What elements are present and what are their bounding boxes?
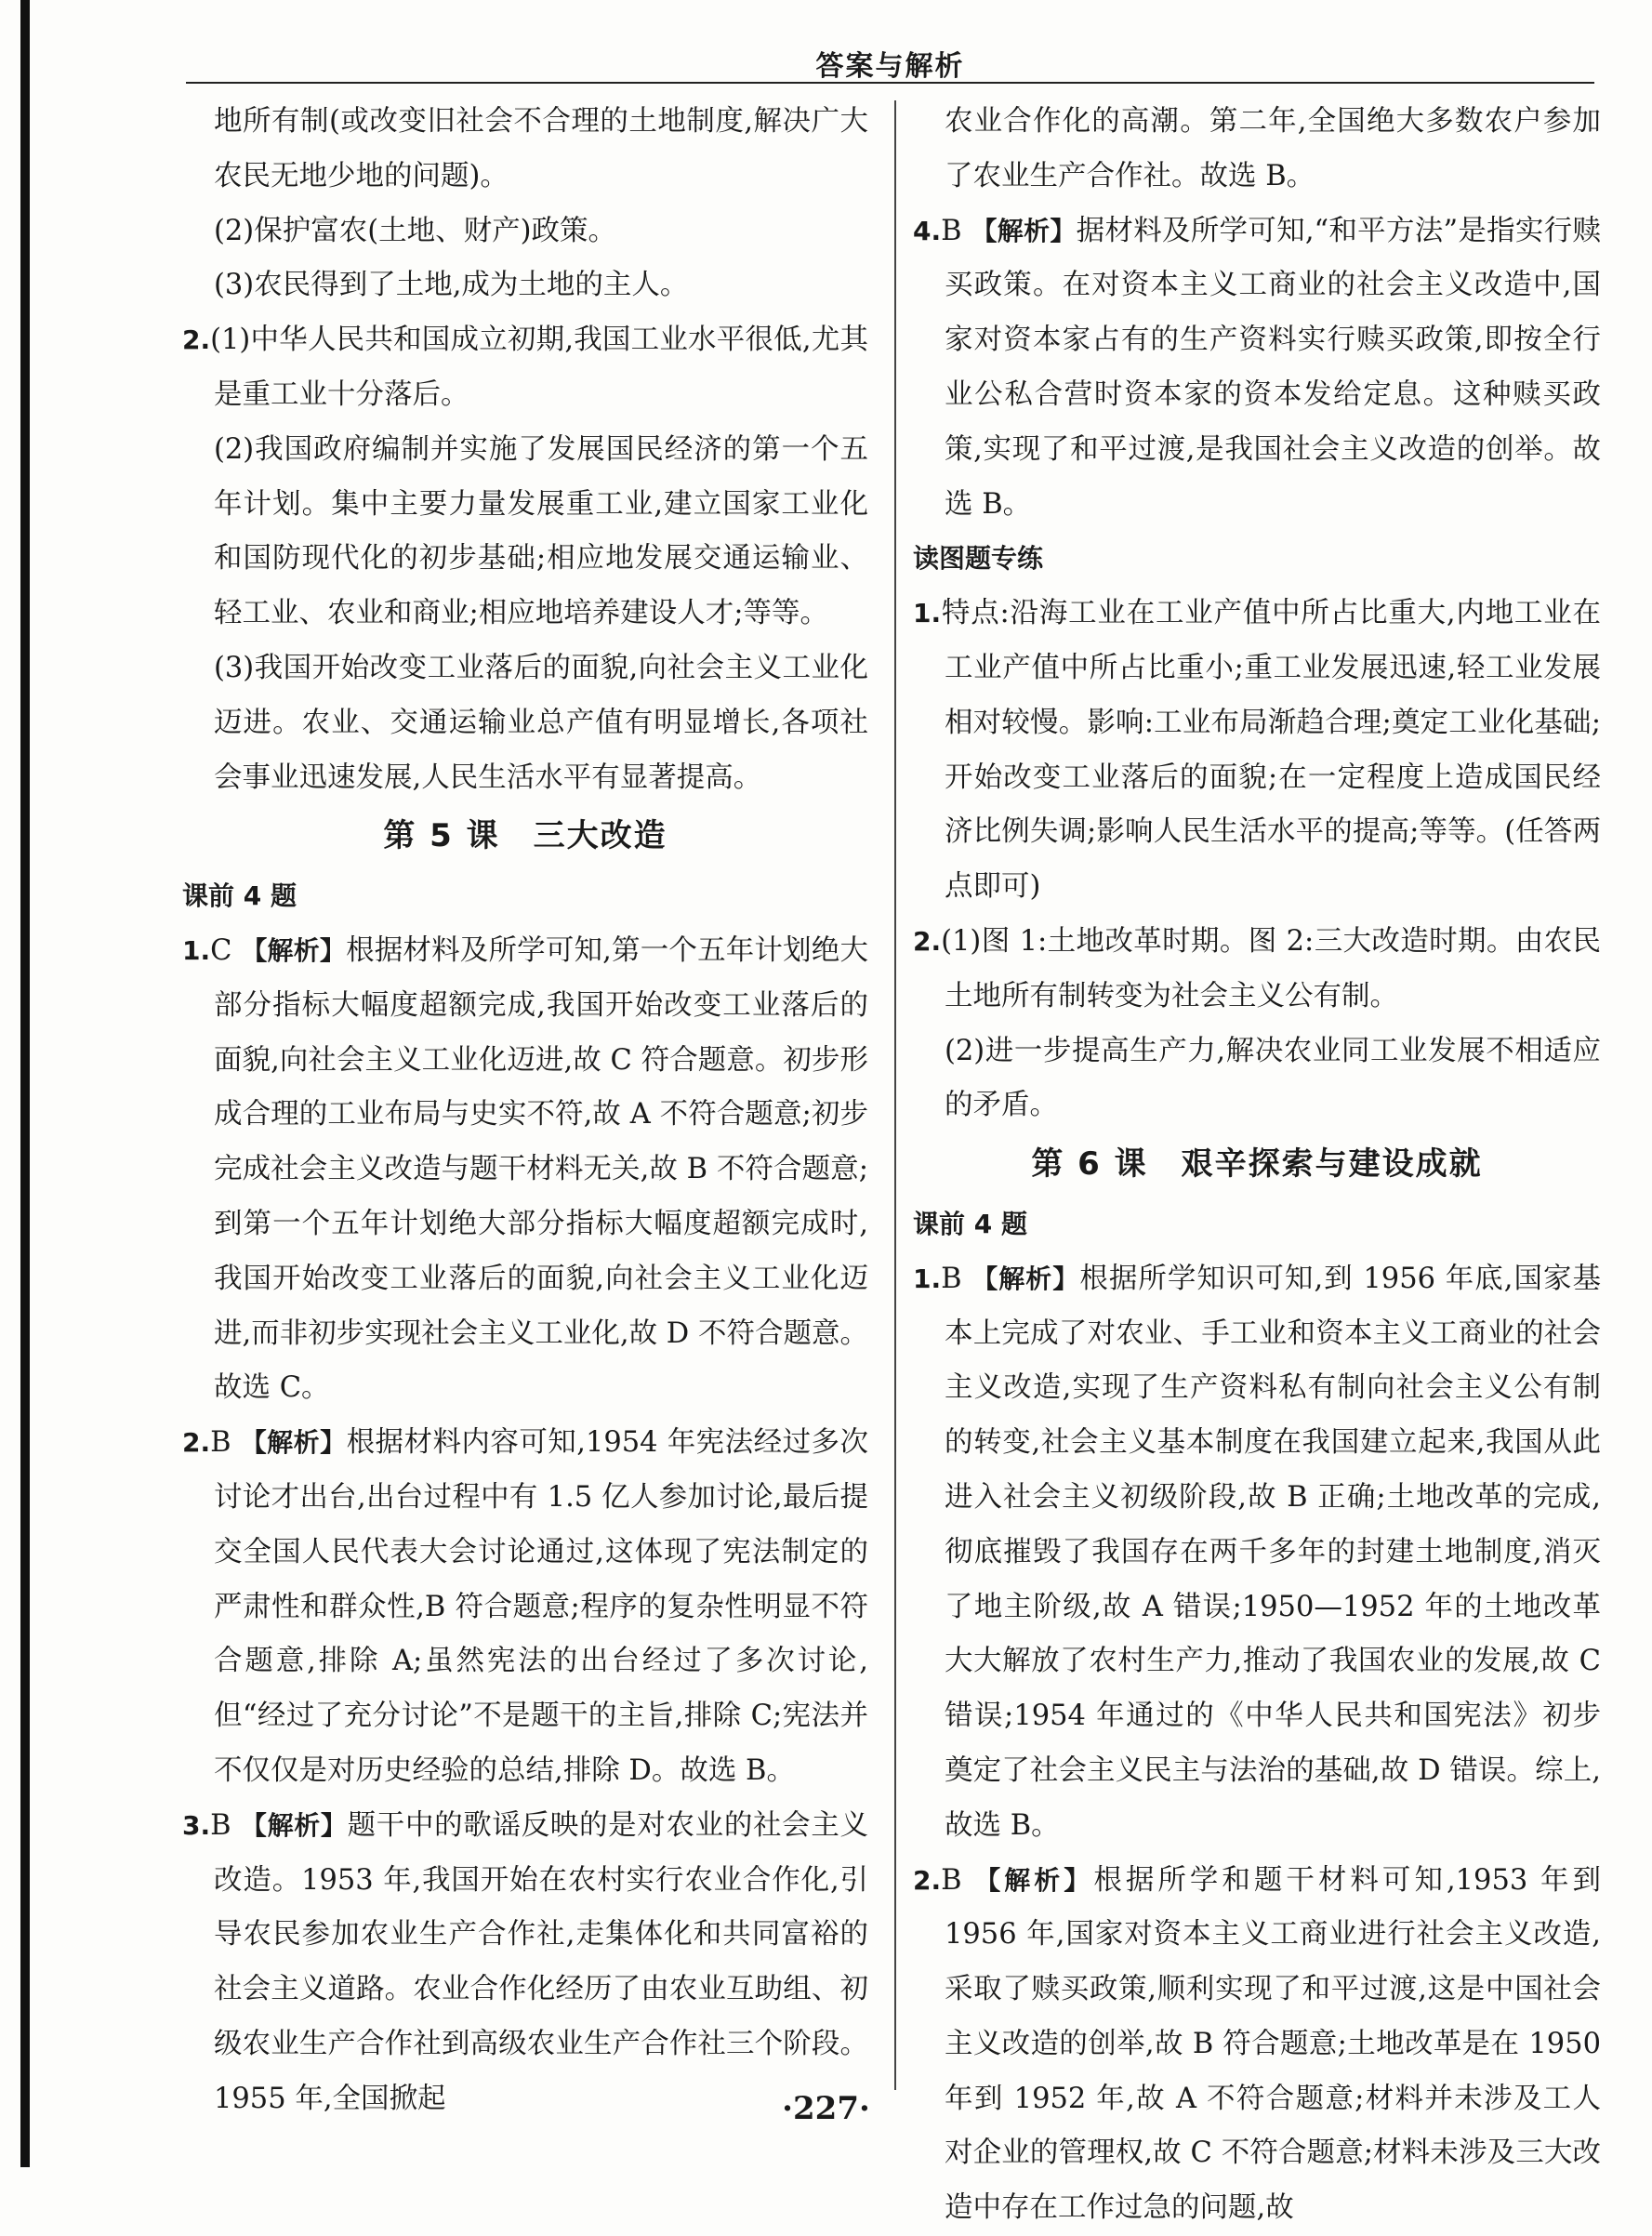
analysis-tag: 【解析】 [971,1264,1079,1294]
lesson6-answer-1 [913,1252,1601,1854]
map-answer-1-text: 特点:沿海工业在工业产值中所占比重大,内地工业在工业产值中所占比重小;重工业发展迅速,轻工业发展相对较慢。影响:工业布局渐趋合理;奠定工业化基础;开始改变工业落后的面貌;在一定程度上造成国民经济比例失调;影响人民生活水平的提高;等等。(任答两点即可) [941,597,1601,903]
map-answer-2-part-1: (1)图 1:土地改革时期。图 2:三大改造时期。由农民土地所有制转变为社会主义公有制。 [941,925,1601,1012]
lesson5-answer-3-number: 3. [182,1810,210,1841]
map-answer-2-number: 2. [913,926,941,957]
column-divider [894,100,896,2090]
lesson5-answer-4 [913,205,1601,533]
analysis-tag: 【解析】 [974,1865,1093,1896]
lesson6-answer-2-number: 2. [913,1865,941,1896]
lesson5-answer-1 [182,924,868,1416]
lesson5-answer-2-text: 根据材料内容可知,1954 年宪法经过多次讨论才出台,出台过程中有 1.5 亿人参加讨论,最后提交全国人民代表大会讨论通过,这体现了宪法制定的严肃性和群众性,B 符合题意;程序的复杂性明显不符合题意,排除 A;虽然宪法的出台经过了多次讨论,但“经过了充分讨论”不是题干的主旨,排除 C;宪法并不仅仅是对历史经验的总结,排除 D。故选 B。 [214,1426,868,1787]
lesson5-answer-3-continued: 农业合作化的高潮。第二年,全国绝大多数农户参加了农业生产合作社。故选 B。 [913,95,1601,205]
left-intro-1: 地所有制(或改变旧社会不合理的土地制度,解决广大农民无地少地的问题)。 [182,95,868,205]
lesson-5-title: 第 5 课 三大改造 [182,809,868,864]
map-answer-1 [913,587,1601,915]
section-pre-class-4: 课前 4 题 [182,869,868,924]
map-answer-2-part-2: (2)进一步提高生产力,解决农业同工业发展不相适应的矛盾。 [913,1025,1601,1134]
analysis-tag: 【解析】 [241,935,346,966]
lesson5-answer-4-choice: B [941,215,961,247]
lesson5-answer-1-text: 根据材料及所学可知,第一个五年计划绝大部分指标大幅度超额完成,我国开始改变工业落后的面貌,向社会主义工业化迈进,故 C 符合题意。初步形成合理的工业布局与史实不符,故 A 不符合题意;初步完成社会主义改造与题干材料无关,故 B 不符合题意;到第一个五年计划绝大部分指标大幅度超额完成时,我国开始改变工业落后的面貌,向社会主义工业化迈进,而非初步实现社会主义工业化,故 D 不符合题意。故选 C。 [214,934,868,1404]
lesson6-answer-2-choice: B [941,1864,961,1897]
answer-2 [182,313,868,423]
lesson5-answer-2-choice: B [210,1426,231,1459]
section-map-reading: 读图题专练 [913,532,1601,587]
answer-2-part-3: (3)我国开始改变工业落后的面貌,向社会主义工业化迈进。农业、交通运输业总产值有明显增长,各项社会事业迅速发展,人民生活水平有显著提高。 [182,642,868,805]
analysis-tag: 【解析】 [241,1810,348,1841]
lesson6-answer-1-choice: B [941,1263,961,1295]
lesson6-answer-1-number: 1. [913,1264,941,1294]
answer-2-part-1: (1)中华人民共和国成立初期,我国工业水平很低,尤其是重工业十分落后。 [210,324,868,411]
binding-edge [20,0,30,2167]
left-column [182,95,868,2126]
left-intro-3: (3)农民得到了土地,成为土地的主人。 [182,258,868,313]
lesson5-answer-3-text: 题干中的歌谣反映的是对农业的社会主义改造。1953 年,我国开始在农村实行农业合作化,引导农民参加农业生产合作社,走集体化和共同富裕的社会主义道路。农业合作化经历了由农业互助组、初级农业生产合作社到高级农业生产合作社三个阶段。1955 年,全国掀起 [214,1809,868,2115]
page-number: ·227· [0,2090,1652,2127]
lesson5-answer-4-number: 4. [913,216,941,246]
right-column [913,95,1601,2236]
section-pre-class-4-b: 课前 4 题 [913,1197,1601,1252]
lesson5-answer-1-number: 1. [182,935,210,966]
lesson6-answer-2-text: 根据所学和题干材料可知,1953 年到 1956 年,国家对资本主义工商业进行社会主义改造,采取了赎买政策,顺利实现了和平过渡,这是中国社会主义改造的创举,故 B 符合题意;土地改革是在 1950 年到 1952 年,故 A 不符合题意;材料并未涉及工人对企业的管理权,故 C 不符合题意;材料未涉及三大改造中存在工作过急的问题,故 [945,1864,1601,2225]
analysis-tag: 【解析】 [241,1427,347,1458]
answer-2-number: 2. [182,324,210,355]
lesson5-answer-4-text: 据材料及所学可知,“和平方法”是指实行赎买政策。在对资本主义工商业的社会主义改造中,国家对资本家占有的生产资料实行赎买政策,即按全行业公私合营时资本家的资本发给定息。这种赎买政策,实现了和平过渡,是我国社会主义改造的创举。故选 B。 [945,215,1601,521]
lesson5-answer-2 [182,1416,868,1799]
lesson6-answer-2 [913,1854,1601,2236]
answer-2-part-2: (2)我国政府编制并实施了发展国民经济的第一个五年计划。集中主要力量发展重工业,建立国家工业化和国防现代化的初步基础;相应地发展交通运输业、轻工业、农业和商业;相应地培养建设人才;等等。 [182,423,868,642]
analysis-tag: 【解析】 [971,216,1077,246]
lesson6-answer-1-text: 根据所学知识可知,到 1956 年底,国家基本上完成了对农业、手工业和资本主义工商业的社会主义改造,实现了生产资料私有制向社会主义公有制的转变,社会主义基本制度在我国建立起来,我国从此进入社会主义初级阶段,故 B 正确;土地改革的完成,彻底摧毁了我国存在两千多年的封建土地制度,消灭了地主阶级,故 A 错误;1950—1952 年的土地改革大大解放了农村生产力,推动了我国农业的发展,故 C 错误;1954 年通过的《中华人民共和国宪法》初步奠定了社会主义民主与法治的基础,故 D 错误。综上,故选 B。 [945,1263,1601,1842]
page-header [186,37,1594,84]
lesson-6-title: 第 6 课 艰辛探索与建设成就 [913,1137,1601,1192]
map-answer-1-number: 1. [913,598,941,628]
lesson5-answer-1-choice: C [210,934,231,967]
map-answer-2 [913,915,1601,1025]
lesson5-answer-3-choice: B [210,1809,231,1842]
lesson5-answer-3 [182,1799,868,2127]
header-title: 答案与解析 [186,43,1594,84]
lesson5-answer-2-number: 2. [182,1427,210,1458]
left-intro-2: (2)保护富农(土地、财产)政策。 [182,205,868,259]
